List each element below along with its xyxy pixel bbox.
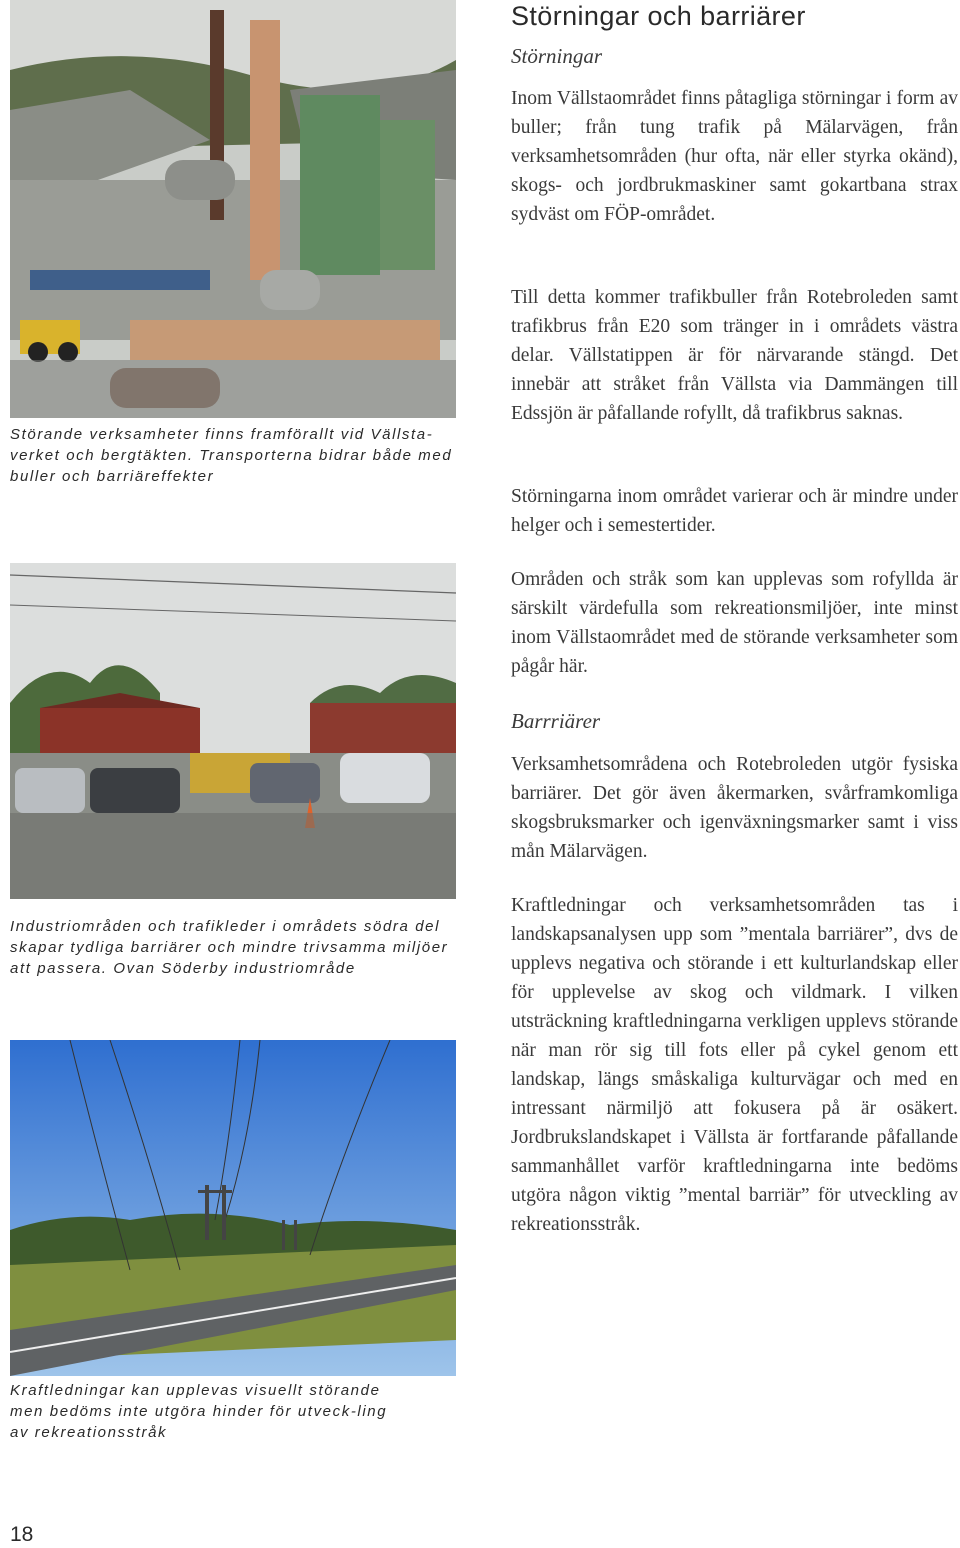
section-heading-stoerningar: Störningar xyxy=(511,44,603,68)
power-lines-road-photo xyxy=(10,1040,456,1376)
paragraph: Till detta kommer trafikbuller från Rotebroleden samt trafikbrus från E20 som tränger in i områdets västra delar. Vällstatippen är för närvarande stängd. Det innebär att stråket från Vällsta via Dammängen till Edssjön är påfallande rofyllt, då trafikbrus saknas. xyxy=(511,287,958,424)
page-number: 18 xyxy=(10,1523,34,1546)
caption-power-lines: Kraftledningar kan upplevas visuellt störande men bedöms inte utgöra hinder för utveck-ling av rekreationsstråk xyxy=(10,1382,388,1441)
caption-industrial-area: Industriområden och trafikleder i områdets södra del skapar tydliga barriärer och mindre trivsamma miljöer att passera. Ovan Söderby industriområde xyxy=(10,918,449,977)
paragraph: Verksamhetsområdena och Rotebroleden utgör fysiska barriärer. Det gör även åkermarken, svårframkomliga skogsbruksmarker och igenväxningsmarker samt i viss mån Mälarvägen. xyxy=(511,754,958,862)
page-title: Störningar och barriärer xyxy=(511,1,806,31)
caption-asphalt-plant: Störande verksamheter finns framförallt vid Vällsta-verket och bergtäkten. Transporterna bidrar både med buller och barriäreffekter xyxy=(10,426,453,485)
asphalt-plant-photo xyxy=(10,0,456,418)
section-heading-barriarer: Barrriärer xyxy=(511,709,601,733)
paragraph: Områden och stråk som kan upplevas som rofyllda är särskilt värdefulla som rekreationsmiljöer, inte minst inom Vällstaområdet med de störande verksamheter som pågår här. xyxy=(511,569,958,677)
paragraph: Störningarna inom området varierar och är mindre under helger och i semestertider. xyxy=(511,486,958,536)
paragraph: Inom Vällstaområdet finns påtagliga störningar i form av buller; från tung trafik på Mälarvägen, från verksamhetsområden (hur ofta, när eller styrka okänd), skogs- och jordbrukmaskiner samt gokartbana strax sydväst om FÖP-området. xyxy=(511,88,958,225)
industrial-area-photo xyxy=(10,563,456,899)
paragraph: Kraftledningar och verksamhetsområden tas i landskapsanalysen upp som ”mentala barriärer”, dvs de upplevs negativa och störande i ett kulturlandskap eller för upplevelse av skog och vildmark. I vilken utsträckning kraftledningarna verkligen upplevs störande när man rör sig till fots eller på cykel genom ett landskap, längs småskaliga kulturvägar och med en intressant närmiljö att fokusera på är osäkert. Jordbrukslandskapet i Vällsta är fortfarande påfallande sammanhållet varför kraftledningarna inte bedöms utgöra någon viktig ”mental barriär” för utveckling av rekreationsstråk. xyxy=(511,895,958,1235)
